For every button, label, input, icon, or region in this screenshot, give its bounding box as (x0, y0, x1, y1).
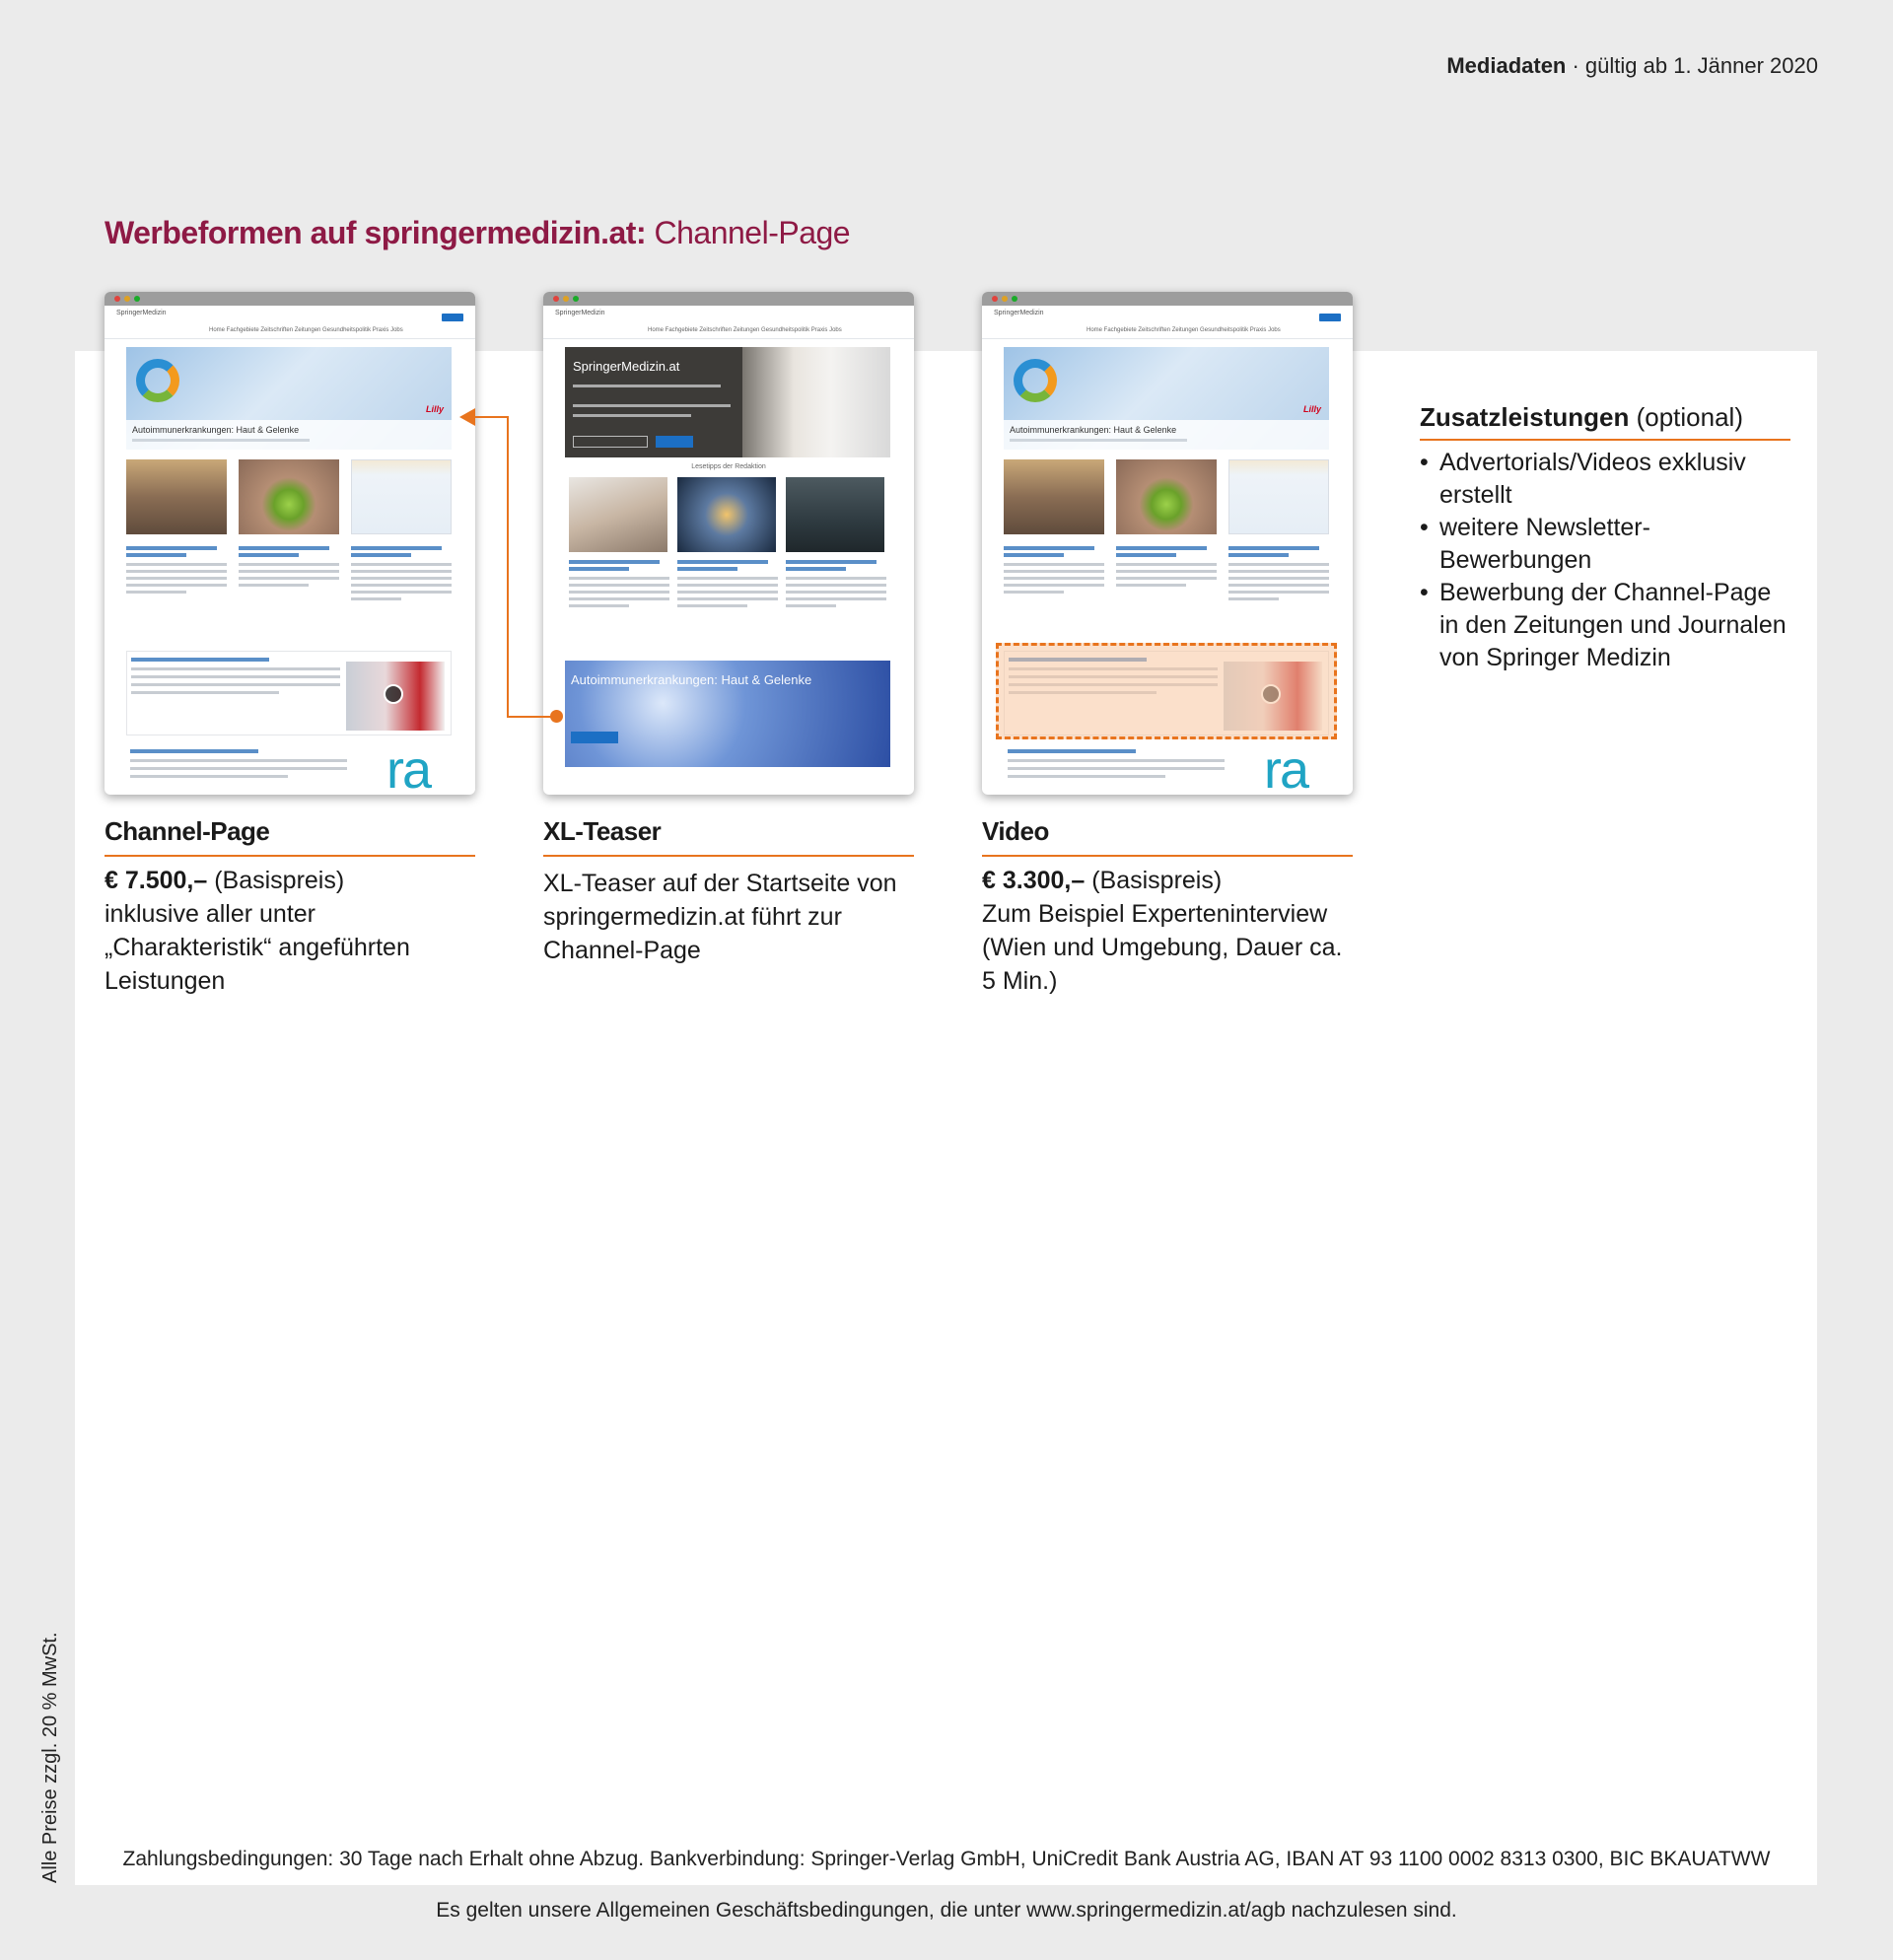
browser-minimize-dot (124, 296, 130, 302)
teaser-text-3 (786, 560, 886, 611)
thumb-apple (1116, 459, 1217, 534)
browser-maximize-dot (134, 296, 140, 302)
channel-hero (1004, 347, 1329, 450)
general-terms: Es gelten unsere Allgemeinen Geschäftsbedingungen, die unter www.springermedizin.at/agb nachzulesen sind. (436, 1899, 1457, 1922)
browser-minimize-dot (1002, 296, 1008, 302)
thumb-chart (351, 459, 452, 534)
product-xl-teaser (543, 816, 914, 967)
site-logo: SpringerMedizin (555, 310, 605, 316)
product-price (105, 867, 475, 895)
sponsor-logo: Lilly (1302, 404, 1321, 414)
browser-close-dot (114, 296, 120, 302)
extras-heading (1420, 402, 1790, 441)
promo-register-button (573, 436, 648, 448)
sponsor-logo: Lilly (425, 404, 444, 414)
extras-item: • Advertorials/Videos exklusiv erstellt (1420, 447, 1790, 512)
teaser-text-2 (677, 560, 778, 611)
hero-caption-text: Autoimmunerkrankungen: Haut & Gelenke (132, 425, 300, 435)
thumb-city (1004, 459, 1104, 534)
extras-item: • Bewerbung der Channel-Page in den Zeitungen und Journalen von Springer Medizin (1420, 577, 1790, 674)
ra-logo: ra (1263, 740, 1307, 795)
connector-arrow-bottom (507, 716, 556, 718)
header-brand: Mediadaten (1446, 53, 1567, 78)
teaser-text-2 (1116, 546, 1217, 591)
thumb-apple (239, 459, 339, 534)
extras-heading-text: Zusatzleistungen (1420, 402, 1630, 432)
product-name: Video (982, 816, 1353, 857)
thumb-hands (569, 477, 667, 552)
product-price-note: (Basispreis) (1085, 867, 1223, 894)
play-icon (384, 684, 403, 704)
header-meta (1446, 53, 1818, 79)
extras-item: • weitere Newsletter-Bewerbungen (1420, 512, 1790, 577)
register-promo (565, 347, 890, 457)
product-channel-page (105, 816, 475, 998)
xl-teaser-banner (565, 661, 890, 767)
thumb-chart (1228, 459, 1329, 534)
hero-caption (1004, 420, 1329, 450)
site-header (543, 306, 914, 339)
browser-minimize-dot (563, 296, 569, 302)
teaser-text-3 (351, 546, 452, 604)
site-nav: Home Fachgebiete Zeitschriften Zeitungen Gesundheitspolitik Praxis Jobs (1087, 327, 1281, 333)
product-price-value: € 7.500,– (105, 867, 208, 894)
extras-list (1420, 447, 1790, 674)
browser-bar (982, 292, 1353, 306)
product-description: inklusive aller unter „Charakteristik“ angeführten Leistungen (105, 900, 410, 995)
extras-box (1420, 402, 1790, 674)
promo-login-button (656, 436, 693, 448)
connector-arrow-top (473, 416, 509, 418)
browser-bar (543, 292, 914, 306)
site-logo: SpringerMedizin (994, 310, 1044, 316)
browser-bar (105, 292, 475, 306)
thumb-city (126, 459, 227, 534)
teaser-text-1 (1004, 546, 1104, 597)
browser-maximize-dot (1012, 296, 1017, 302)
payment-terms: Zahlungsbedingungen: 30 Tage nach Erhalt ohne Abzug. Bankverbindung: Springer-Verlag GmbH, UniCredit Bank Austria AG, IBAN AT 93 1100 0002 8313 0300, BIC BKAUATWW (122, 1848, 1771, 1870)
product-name: Channel-Page (105, 816, 475, 857)
ra-logo: ra (386, 740, 430, 795)
teaser-text-1 (569, 560, 669, 611)
browser-close-dot (992, 296, 998, 302)
product-price (982, 867, 1353, 895)
video-mockup (982, 292, 1353, 795)
teaser-text-2 (239, 546, 339, 591)
channel-logo-icon (1014, 359, 1057, 402)
site-header (105, 306, 475, 339)
xl-teaser-mockup (543, 292, 914, 795)
video-teaser (126, 651, 452, 735)
product-price-note: (Basispreis) (207, 867, 345, 894)
product-price-value: € 3.300,– (982, 867, 1086, 894)
channel-page-mockup (105, 292, 475, 795)
site-header (982, 306, 1353, 339)
site-nav: Home Fachgebiete Zeitschriften Zeitungen Gesundheitspolitik Praxis Jobs (209, 327, 403, 333)
page-title (105, 215, 850, 251)
browser-maximize-dot (573, 296, 579, 302)
video-highlight (996, 643, 1337, 739)
site-nav: Home Fachgebiete Zeitschriften Zeitungen Gesundheitspolitik Praxis Jobs (648, 327, 842, 333)
ra-teaser (1004, 740, 1329, 795)
site-logo: SpringerMedizin (116, 310, 167, 316)
promo-title: SpringerMedizin.at (573, 359, 680, 374)
extras-heading-note: (optional) (1629, 402, 1743, 432)
teaser-text-1 (126, 546, 227, 597)
page-title-accent: Werbeformen auf springermedizin.at: (105, 215, 647, 250)
thumb-depression (786, 477, 884, 552)
site-login-button (442, 314, 463, 321)
header-validity: · gültig ab 1. Jänner 2020 (1566, 53, 1818, 78)
arrow-origin-dot-icon (550, 710, 563, 723)
browser-close-dot (553, 296, 559, 302)
doctors-image (742, 347, 890, 457)
section-label: Lesetipps der Redaktion (691, 463, 766, 470)
product-name: XL-Teaser (543, 816, 914, 857)
xl-teaser-text: Autoimmunerkrankungen: Haut & Gelenke (571, 672, 812, 687)
teaser-text-3 (1228, 546, 1329, 604)
product-video (982, 816, 1353, 998)
hero-caption (126, 420, 452, 450)
connector-arrow-vertical (507, 416, 509, 718)
xl-teaser-button (571, 732, 618, 743)
hero-caption-text: Autoimmunerkrankungen: Haut & Gelenke (1010, 425, 1177, 435)
ra-teaser (126, 740, 452, 795)
channel-hero (126, 347, 452, 450)
arrow-head-icon (459, 408, 475, 426)
product-description: Zum Beispiel Experteninterview (Wien und Umgebung, Dauer ca. 5 Min.) (982, 900, 1343, 995)
channel-logo-icon (136, 359, 179, 402)
site-login-button (1319, 314, 1341, 321)
thumb-neuron (677, 477, 776, 552)
page-title-rest: Channel-Page (646, 215, 851, 250)
vat-note: Alle Preise zzgl. 20 % MwSt. (39, 1632, 61, 1883)
product-description: XL-Teaser auf der Startseite von springermedizin.at führt zur Channel-Page (543, 870, 897, 964)
